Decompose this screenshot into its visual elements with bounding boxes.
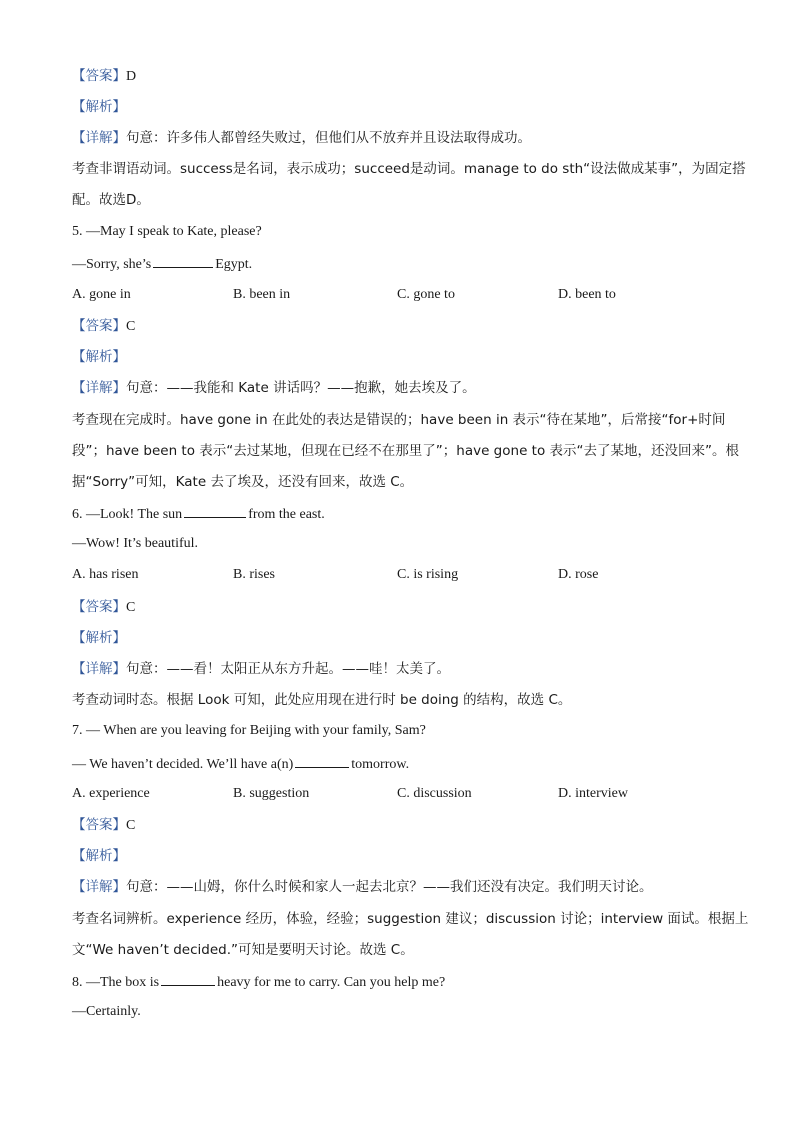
answer-line bbox=[72, 815, 135, 836]
answer-blank bbox=[153, 253, 213, 268]
detail-line bbox=[72, 128, 531, 149]
detail-line bbox=[72, 877, 653, 898]
question-stem: 5. —May I speak to Kate, please? bbox=[72, 224, 262, 239]
answer-line bbox=[72, 597, 135, 618]
option-d: D. interview bbox=[558, 786, 628, 801]
option-b: B. been in bbox=[233, 287, 291, 302]
detail-tag: 【详解】 bbox=[72, 879, 126, 895]
question-stem: — We haven’t decided. We’ll have a(n) tomorrow. bbox=[72, 753, 409, 775]
detail-line bbox=[72, 378, 476, 399]
option-b: B. rises bbox=[233, 567, 275, 582]
question-stem: 6. —Look! The sun from the east. bbox=[72, 503, 325, 525]
detail-tag: 【详解】 bbox=[72, 130, 126, 146]
answer-value: C bbox=[126, 600, 136, 615]
option-a: A. experience bbox=[72, 786, 150, 801]
detail-tag: 【详解】 bbox=[72, 661, 126, 677]
option-c: C. is rising bbox=[397, 567, 459, 582]
detail-text: 配。故选D。 bbox=[72, 192, 150, 208]
detail-text: 句意：——看！太阳正从东方升起。——哇！太美了。 bbox=[126, 661, 450, 677]
option-c: C. gone to bbox=[397, 287, 455, 302]
option-a: A. has risen bbox=[72, 567, 139, 582]
option-b: B. suggestion bbox=[233, 786, 310, 801]
answer-blank bbox=[184, 503, 246, 518]
detail-text: 句意：许多伟人都曾经失败过，但他们从不放弃并且设法取得成功。 bbox=[126, 130, 531, 146]
answer-blank bbox=[161, 971, 215, 986]
detail-text: 考查动词时态。根据 Look 可知，此处应用现在进行时 be doing 的结构，故选 C。 bbox=[72, 692, 572, 708]
option-d: D. been to bbox=[558, 287, 616, 302]
question-stem: 7. — When are you leaving for Beijing with your family, Sam? bbox=[72, 723, 426, 738]
answer-value: C bbox=[126, 319, 136, 334]
analysis-tag: 【解析】 bbox=[72, 848, 126, 864]
answer-blank bbox=[295, 753, 349, 768]
answer-line bbox=[72, 316, 135, 337]
option-d: D. rose bbox=[558, 567, 599, 582]
answer-tag: 【答案】 bbox=[72, 599, 126, 615]
answer-tag: 【答案】 bbox=[72, 68, 126, 84]
answer-value: C bbox=[126, 818, 136, 833]
question-stem: —Sorry, she’s Egypt. bbox=[72, 253, 252, 275]
detail-line bbox=[72, 659, 450, 680]
detail-text: 文“We haven’t decided.”可知是要明天讨论。故选 C。 bbox=[72, 942, 414, 958]
answer-line bbox=[72, 66, 136, 87]
detail-text: 句意：——山姆，你什么时候和家人一起去北京？——我们还没有决定。我们明天讨论。 bbox=[126, 879, 653, 895]
option-c: C. discussion bbox=[397, 786, 472, 801]
question-stem: —Certainly. bbox=[72, 1004, 141, 1019]
analysis-tag: 【解析】 bbox=[72, 349, 126, 365]
detail-text: 考查名词辨析。experience 经历，体验，经验；suggestion 建议；discussion 讨论；interview 面试。根据上 bbox=[72, 911, 749, 927]
answer-tag: 【答案】 bbox=[72, 817, 126, 833]
answer-value: D bbox=[126, 69, 137, 84]
analysis-tag: 【解析】 bbox=[72, 99, 126, 115]
detail-text: 考查现在完成时。have gone in 在此处的表达是错误的；have been in 表示“待在某地”，后常接“for+时间 bbox=[72, 412, 726, 428]
question-stem: 8. —The box is heavy for me to carry. Can you help me? bbox=[72, 971, 445, 993]
detail-tag: 【详解】 bbox=[72, 380, 126, 396]
detail-text: 考查非谓语动词。success是名词，表示成功；succeed是动词。manage to do sth“设法做成某事”，为固定搭 bbox=[72, 161, 746, 177]
detail-text: 句意：——我能和 Kate 讲话吗？——抱歉，她去埃及了。 bbox=[126, 380, 476, 396]
detail-text: 据“Sorry”可知，Kate 去了埃及，还没有回来，故选 C。 bbox=[72, 474, 414, 490]
analysis-tag: 【解析】 bbox=[72, 630, 126, 646]
answer-tag: 【答案】 bbox=[72, 318, 126, 334]
option-a: A. gone in bbox=[72, 287, 131, 302]
detail-text: 段”；have been to 表示“去过某地，但现在已经不在那里了”；have gone to 表示“去了某地，还没回来”。根 bbox=[72, 443, 739, 459]
question-stem: —Wow! It’s beautiful. bbox=[72, 536, 199, 551]
